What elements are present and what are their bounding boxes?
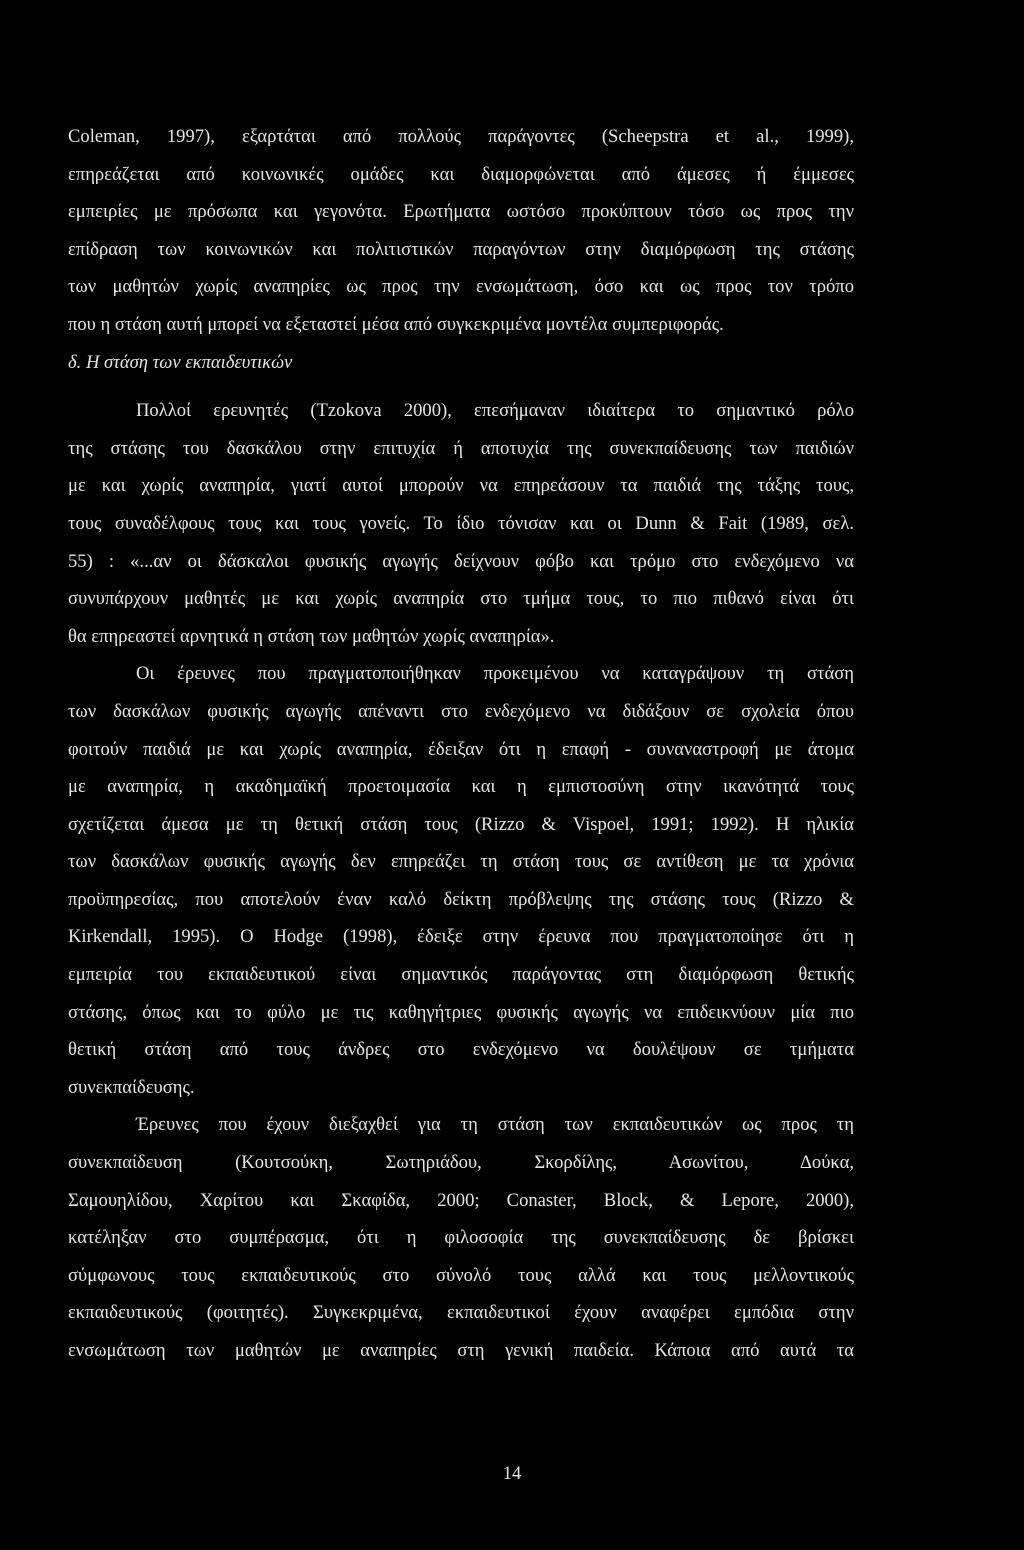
text-line: των δασκάλων φυσικής αγωγής δεν επηρεάζει τη στάση τους σε αντίθεση με τα χρόνια	[68, 851, 854, 873]
text-line: με και χωρίς αναπηρία, γιατί αυτοί μπορούν να επηρεάσουν τα παιδιά της τάξης τους,	[68, 475, 854, 497]
text-line: προϋπηρεσίας, που αποτελούν έναν καλό δείκτη πρόβλεψης της στάσης τους (Rizzo &	[68, 888, 854, 910]
text-line: των μαθητών χωρίς αναπηρίες ως προς την ενσωμάτωση, όσο και ως προς τον τρόπο	[68, 276, 854, 298]
text-line: εμπειρία του εκπαιδευτικού είναι σημαντικός παράγοντας στη διαμόρφωση θετικής	[68, 964, 854, 986]
text-line: των δασκάλων φυσικής αγωγής απέναντι στο ενδεχόμενο να διδάξουν σε σχολεία όπου	[68, 700, 854, 722]
text-line: τους συναδέλφους τους και τους γονείς. Το ίδιο τόνισαν και οι Dunn & Fait (1989, σελ.	[68, 512, 854, 534]
text-line: στάσης, όπως και το φύλο με τις καθηγήτριες φυσικής αγωγής να επιδεικνύουν μία πιο	[68, 1001, 854, 1023]
text-line: φοιτούν παιδιά με και χωρίς αναπηρία, έδειξαν ότι η επαφή - συναναστροφή με άτομα	[68, 738, 854, 760]
text-line: Έρευνες που έχουν διεξαχθεί για τη στάση των εκπαιδευτικών ως προς τη	[136, 1114, 854, 1136]
document-body	[68, 118, 854, 1370]
text-line: εκπαιδευτικούς (φοιτητές). Συγκεκριμένα, εκπαιδευτικοί έχουν αναφέρει εμπόδια στην	[68, 1302, 854, 1324]
text-line: συνυπάρχουν μαθητές με και χωρίς αναπηρία στο τμήμα τους, το πιο πιθανό είναι ότι	[68, 588, 854, 610]
text-line: συνεκπαίδευσης.	[68, 1076, 195, 1098]
page-number: 14	[502, 1463, 522, 1484]
text-line: Σαμουηλίδου, Χαρίτου και Σκαφίδα, 2000; Conaster, Block, & Lepore, 2000),	[68, 1189, 854, 1211]
text-line: συνεκπαίδευση (Κουτσούκη, Σωτηριάδου, Σκορδίλης, Ασωνίτου, Δούκα,	[68, 1152, 854, 1174]
text-line: σχετίζεται άμεσα με τη θετική στάση τους (Rizzo & Vispoel, 1991; 1992). Η ηλικία	[68, 813, 854, 835]
text-line: Οι έρευνες που πραγματοποιήθηκαν προκειμένου να καταγράψουν τη στάση	[136, 663, 854, 685]
text-line: επίδραση των κοινωνικών και πολιτιστικών παραγόντων στην διαμόρφωση της στάσης	[68, 238, 854, 260]
text-line: 55) : «...αν οι δάσκαλοι φυσικής αγωγής δείχνουν φόβο και τρόμο στο ενδεχόμενο να	[68, 550, 854, 572]
text-line: σύμφωνους τους εκπαιδευτικούς στο σύνολό τους αλλά και τους μελλοντικούς	[68, 1264, 854, 1286]
text-line: θα επηρεαστεί αρνητικά η στάση των μαθητών χωρίς αναπηρία».	[68, 625, 555, 647]
text-line: που η στάση αυτή μπορεί να εξεταστεί μέσα από συγκεκριμένα μοντέλα συμπεριφοράς.	[68, 313, 724, 335]
text-line: κατέληξαν στο συμπέρασμα, ότι η φιλοσοφία της συνεκπαίδευσης δε βρίσκει	[68, 1227, 854, 1249]
text-line: Kirkendall, 1995). Ο Hodge (1998), έδειξε στην έρευνα που πραγματοποίησε ότι η	[68, 926, 854, 948]
text-line: εμπειρίες με πρόσωπα και γεγονότα. Ερωτήματα ωστόσο προκύπτουν τόσο ως προς την	[68, 201, 854, 223]
text-line: Πολλοί ερευνητές (Tzokova 2000), επεσήμαναν ιδιαίτερα το σημαντικό ρόλο	[136, 400, 854, 422]
text-line: επηρεάζεται από κοινωνικές ομάδες και διαμορφώνεται από άμεσες ή έμμεσες	[68, 163, 854, 185]
text-line: ενσωμάτωση των μαθητών με αναπηρίες στη γενική παιδεία. Κάποια από αυτά τα	[68, 1340, 854, 1361]
text-line: θετική στάση από τους άνδρες στο ενδεχόμενο να δουλέψουν σε τμήματα	[68, 1039, 854, 1061]
text-line: με αναπηρία, η ακαδημαϊκή προετοιμασία και η εμπιστοσύνη στην ικανότητά τους	[68, 776, 854, 798]
text-line: Coleman, 1997), εξαρτάται από πολλούς παράγοντες (Scheepstra et al., 1999),	[68, 126, 854, 147]
text-line: της στάσης του δασκάλου στην επιτυχία ή αποτυχία της συνεκπαίδευσης των παιδιών	[68, 437, 854, 459]
section-heading: δ. Η στάση των εκπαιδευτικών	[68, 351, 293, 373]
